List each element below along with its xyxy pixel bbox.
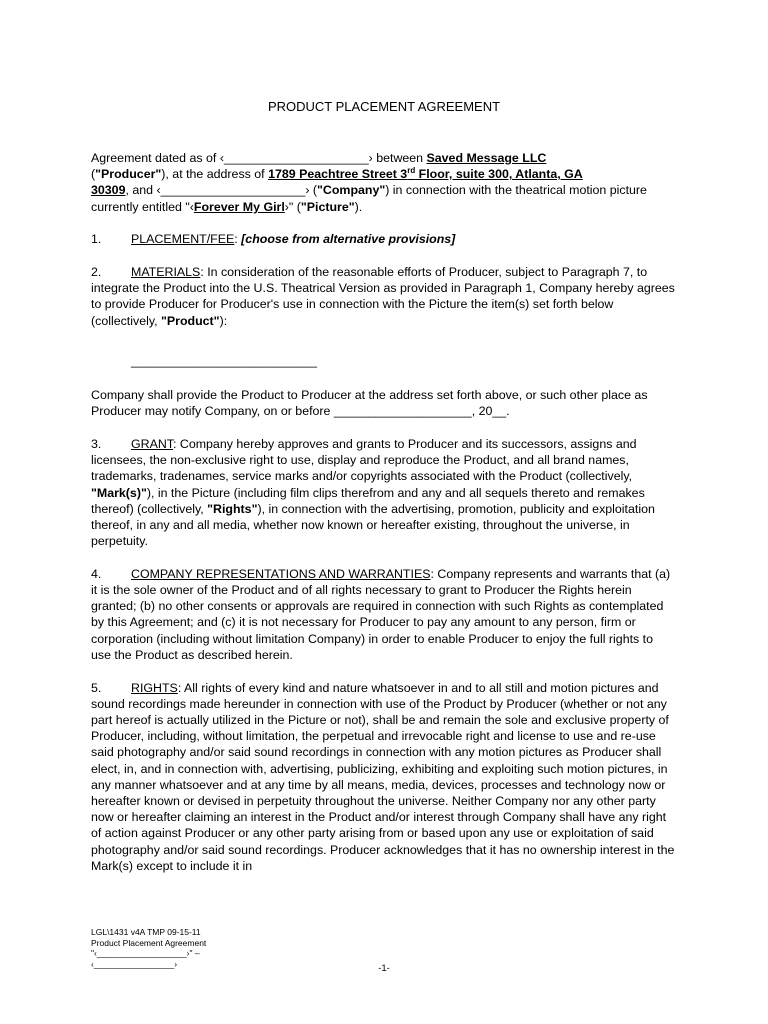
intro-text: ( xyxy=(309,183,318,198)
section-heading: RIGHTS xyxy=(131,680,178,695)
section-number: 4. xyxy=(91,566,102,581)
intro-text: ) in connection with the theatrical motion picture currently entitled "‹ xyxy=(91,183,647,214)
footer-blank-2: ‹_________________› xyxy=(91,958,178,969)
section-text: : In consideration of the reasonable efforts of Producer, subject to Paragraph 7, to integrate the Product into the U.S. Theatrical Version as provided in Paragraph 1, Company hereby agrees to provide Producer for Producer's use in connection with the Picture the item(s) set forth below (collectively, xyxy=(91,265,675,328)
marks-term: "Mark(s)" xyxy=(91,485,147,500)
section-text: : All rights of every kind and nature whatsoever in and to all still and motion pictures and sound recordings made hereunder in connection with use of the Product by Producer (whether or not any part hereof is actually utilized in the Picture or not), shall be and remain the sole and exclusive property of Producer, including, without limitation, the perpetual and irrevocable right and license to use and re-use said photography and/or said sound recordings in connection with any motion pictures as Producer shall elect, in, and in connection with, advertising, publicizing, exhibiting and exploiting such motion pictures, in any manner whatsoever and at any time by all means, media, devices, processes and technology now or hereafter known or devised in perpetuity throughout the universe. Neither Company nor any other party now or hereafter claiming an interest in the Product and/or interest through Company shall have any right of action against Producer or any other party arising from or based upon any use or exploitation of said photography and/or said sound recordings. Producer acknowledges that it has no ownership interest in the Mark(s) except to include it in xyxy=(91,680,675,873)
section-4-representations xyxy=(91,566,676,663)
section-number: 2. xyxy=(91,265,102,280)
product-blank-line: ___________________________ xyxy=(131,353,318,368)
document-body xyxy=(91,150,676,891)
document-title: PRODUCT PLACEMENT AGREEMENT xyxy=(267,99,501,114)
intro-text: ( xyxy=(91,167,96,182)
intro-text: , and xyxy=(125,183,157,198)
section-2-materials xyxy=(91,264,676,329)
section-colon: : xyxy=(234,232,242,247)
intro-text: ). xyxy=(354,199,363,214)
date-blank: ‹_____________________› xyxy=(219,151,373,165)
company-term: "Company" xyxy=(317,183,386,198)
intro-text: between xyxy=(372,151,427,165)
address-ordinal: rd xyxy=(407,166,416,176)
section-heading: MATERIALS xyxy=(131,265,201,280)
section-5-rights xyxy=(91,680,676,874)
section-2-delivery: Company shall provide the Product to Producer at the address set forth above, or such other place as Producer may notify Company, on or before ____________________, 20__. xyxy=(91,388,648,419)
intro-text: ›" ( xyxy=(284,199,301,214)
footer-doc-name: Product Placement Agreement xyxy=(91,937,207,948)
intro-paragraph xyxy=(91,150,676,215)
section-number: 1. xyxy=(91,232,102,247)
producer-name: Saved Message LLC xyxy=(426,151,547,165)
section-heading: PLACEMENT/FEE xyxy=(131,232,235,247)
section-3-grant xyxy=(91,436,676,549)
product-term: "Product" xyxy=(161,313,220,328)
section-1-placement-fee xyxy=(91,231,676,247)
picture-term: "Picture" xyxy=(300,199,355,214)
address-street: 1789 Peachtree Street 3 xyxy=(268,167,408,182)
section-number: 3. xyxy=(91,436,102,451)
section-text: : Company represents and warrants that (a) it is the sole owner of the Product and of all rights necessary to grant to Producer the Rights herein granted; (b) no other consents or approvals are required in connection with such Rights as contemplated by this Agreement; and (c) it is not necessary for Producer to pay any amount to any person, firm or corporation (including without limitation Company) in order to enable Producer to enjoy the full rights to use the Product as described herein. xyxy=(91,566,671,662)
section-note: [choose from alternative provisions] xyxy=(241,232,456,247)
address-city: Floor, suite 300, Atlanta, GA xyxy=(415,167,583,182)
section-text: : Company hereby approves and grants to Producer and its successors, assigns and licensees, the non-exclusive right to use, display and reproduce the Product, and all brand names, trademarks, tradenames, service marks and/or copyrights associated with the Product (collectively, xyxy=(91,436,637,484)
intro-text: ), at the address of xyxy=(161,167,269,182)
footer-blank-1: "‹___________________›" – xyxy=(91,948,200,958)
section-text: ): xyxy=(219,313,228,328)
intro-text: Agreement dated as of xyxy=(91,151,220,165)
section-text: ), in the Picture (including film clips therefrom and any and all sequels thereto and remakes thereof) (collectively, xyxy=(91,485,645,516)
producer-term: "Producer" xyxy=(95,167,162,182)
rights-term: "Rights" xyxy=(207,501,258,516)
address-zip: 30309 xyxy=(91,183,126,198)
company-blank: ‹_____________________› xyxy=(156,183,310,198)
footer-doc-code: LGL\1431 v4A TMP 09-15-11 xyxy=(91,927,201,937)
section-number: 5. xyxy=(91,680,102,695)
section-text: ), in connection with the advertising, promotion, publicity and exploitation thereof, in any and all media, whether now known or hereafter existing, throughout the universe, in perpetuity. xyxy=(91,501,655,549)
picture-title: Forever My Girl xyxy=(193,199,285,214)
section-heading: GRANT xyxy=(131,436,173,451)
page-number: -1- xyxy=(378,963,390,974)
section-heading: COMPANY REPRESENTATIONS AND WARRANTIES xyxy=(131,566,431,581)
